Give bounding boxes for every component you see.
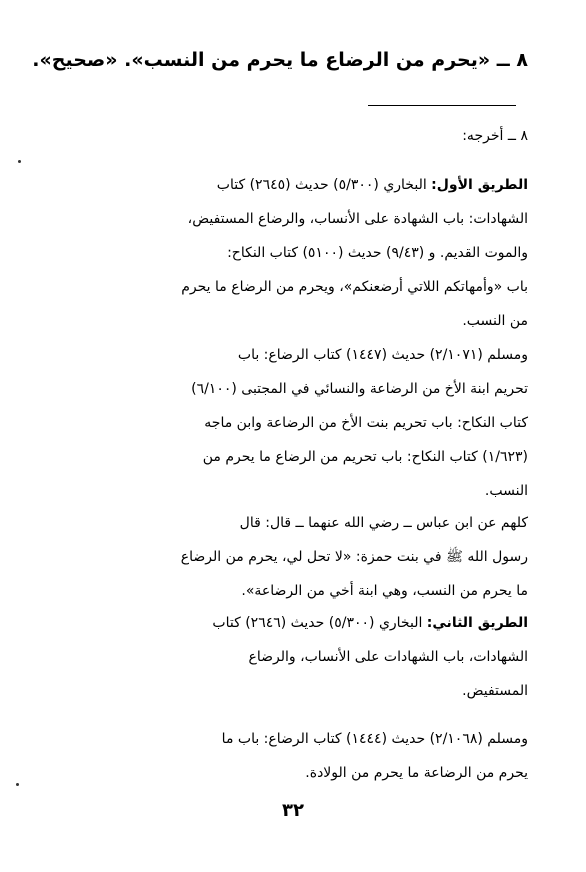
paragraph-line: (١/٦٢٣) كتاب النكاح: باب تحريم من الرضاع ما يحرم من xyxy=(202,449,528,465)
paragraph-line: الطريق الثاني: البخاري (٥/٣٠٠) حديث (٢٦٤٦) كتاب xyxy=(212,615,528,631)
separator-rule xyxy=(368,105,516,106)
paragraph-muslim-second xyxy=(70,722,528,790)
paragraph-line: ومسلم (٢/١٠٧١) حديث (١٤٤٧) كتاب الرضاع: باب xyxy=(237,347,528,363)
paragraph-line: الشهادات، باب الشهادات على الأنساب، والرضاع xyxy=(248,649,528,665)
paragraph-line: الشهادات: باب الشهادة على الأنساب، والرضاع المستفيض، xyxy=(187,211,528,227)
paragraph-line: كلهم عن ابن عباس ــ رضي الله عنهما ــ قال: قال xyxy=(239,515,528,531)
hadith-heading: ٨ ــ «يحرم من الرضاع ما يحرم من النسب». «صحيح». xyxy=(32,49,528,71)
paragraph-muslim-references xyxy=(70,338,528,508)
paragraph-second-route xyxy=(70,606,528,708)
margin-speck xyxy=(18,160,21,163)
paragraph-line: النسب. xyxy=(484,483,528,499)
paragraph-hadith-text xyxy=(70,506,528,608)
paragraph-line: المستفيض. xyxy=(462,683,528,699)
paragraph-line: رسول الله ﷺ في بنت حمزة: «لا تحل لي، يحرم من الرضاع xyxy=(180,549,528,565)
paragraph-line: يحرم من الرضاعة ما يحرم من الولادة. xyxy=(305,765,528,781)
paragraph-line: من النسب. xyxy=(462,313,528,329)
paragraph-line: كتاب النكاح: باب تحريم بنت الأخ من الرضاعة وابن ماجه xyxy=(204,415,528,431)
paragraph-line: تحريم ابنة الأخ من الرضاعة والنسائي في المجتبى (٦/١٠٠) xyxy=(191,381,528,397)
takhrij-intro: ٨ ــ أخرجه: xyxy=(462,128,528,144)
paragraph-line: ومسلم (٢/١٠٦٨) حديث (١٤٤٤) كتاب الرضاع: باب ما xyxy=(221,731,528,747)
page-number: ٣٢ xyxy=(282,800,304,821)
paragraph-line: باب «وأمهاتكم اللاتي أرضعنكم»، ويحرم من الرضاع ما يحرم xyxy=(181,279,528,295)
route-label: الطريق الثاني: xyxy=(426,615,528,631)
margin-speck xyxy=(16,783,19,786)
paragraph-line: ما يحرم من النسب، وهي ابنة أخي من الرضاعة». xyxy=(241,583,528,599)
paragraph-line: والموت القديم. و (٩/٤٣) حديث (٥١٠٠) كتاب النكاح: xyxy=(227,245,528,261)
paragraph-first-route xyxy=(70,168,528,338)
route-label: الطريق الأول: xyxy=(431,177,528,193)
paragraph-line: الطريق الأول: البخاري (٥/٣٠٠) حديث (٢٦٤٥) كتاب xyxy=(216,177,528,193)
